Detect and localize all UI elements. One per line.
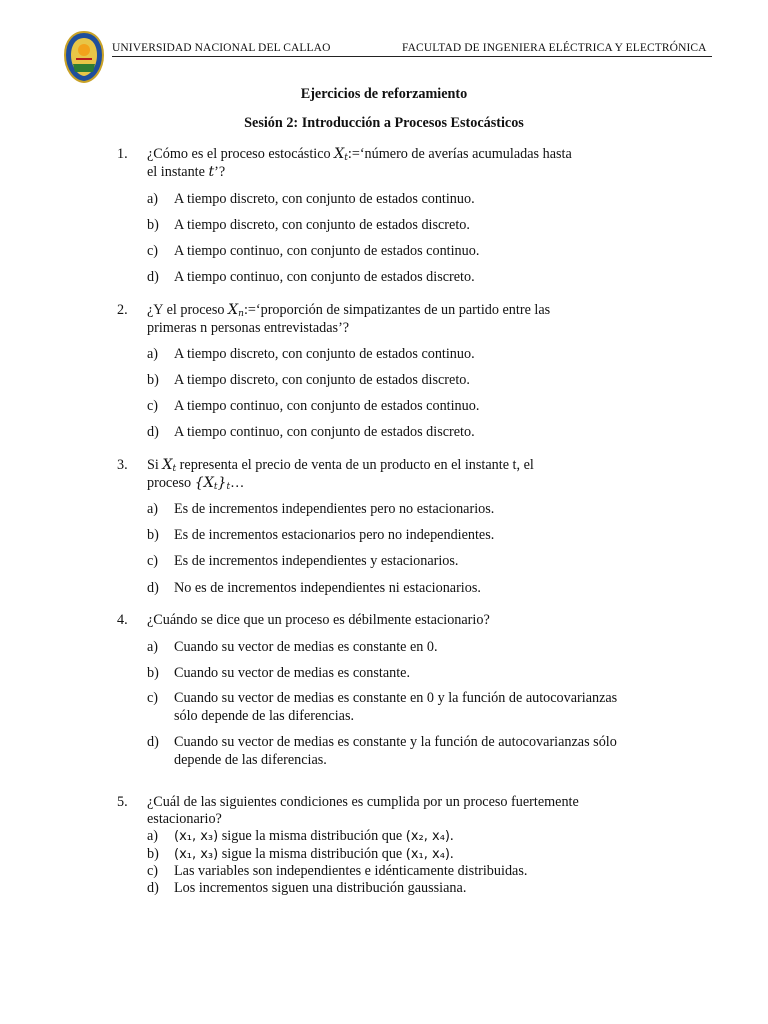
question-5-stem: ¿Cuál de las siguientes condiciones es cumplida por un proceso fuertemente	[147, 794, 579, 810]
option-text: Las variables son independientes e idénticamente distribuidas.	[174, 863, 528, 879]
question-1-stem-cont: el instante t’?	[147, 164, 226, 180]
option-text: Es de incrementos estacionarios pero no independientes.	[174, 527, 495, 543]
option-text: Es de incrementos independientes pero no estacionarios.	[174, 501, 495, 517]
question-3-stem-cont: proceso $\{X_t\}_t\dots$	[147, 475, 245, 492]
question-number: 4.	[117, 612, 128, 628]
option-text: No es de incrementos independientes ni estacionarios.	[174, 580, 481, 596]
header-rule	[112, 56, 712, 57]
question-number: 5.	[117, 794, 128, 810]
option-text: A tiempo discreto, con conjunto de estados continuo.	[174, 346, 475, 362]
header-university: UNIVERSIDAD NACIONAL DEL CALLAO	[112, 42, 331, 54]
option-letter: c)	[147, 690, 159, 706]
option-letter: a)	[147, 639, 159, 655]
option-text: A tiempo continuo, con conjunto de estados continuo.	[174, 243, 480, 259]
option-text: Cuando su vector de medias es constante.	[174, 665, 410, 681]
university-logo	[64, 31, 104, 83]
option-text: A tiempo continuo, con conjunto de estados discreto.	[174, 269, 475, 285]
question-4-stem: ¿Cuándo se dice que un proceso es débilmente estacionario?	[147, 612, 490, 628]
option-text: Los incrementos siguen una distribución gaussiana.	[174, 880, 467, 896]
option-letter: a)	[147, 346, 159, 362]
question-2-stem: ¿Y el proceso $X_n:=‘proporción$ de simpatizantes de un partido entre las	[147, 302, 551, 319]
option-letter: b)	[147, 665, 159, 681]
question-number: 3.	[117, 457, 128, 473]
option-letter: c)	[147, 243, 159, 259]
header-faculty: FACULTAD DE INGENIERA ELÉCTRICA Y ELECTRÓNICA	[402, 42, 707, 54]
option-letter: d)	[147, 880, 159, 896]
question-3-stem: Si $X_t$ representa el precio de venta de un producto en el instante t, el	[147, 457, 534, 474]
option-text: Es de incrementos independientes y estacionarios.	[174, 553, 459, 569]
option-letter: d)	[147, 424, 159, 440]
option-text: (x₁, x₃) sigue la misma distribución que (x₂, x₄).	[174, 828, 454, 844]
option-letter: d)	[147, 734, 159, 750]
option-text-cont: depende de las diferencias.	[174, 752, 327, 768]
option-text-cont: sólo depende de las diferencias.	[174, 708, 355, 724]
option-letter: a)	[147, 191, 159, 207]
page-subtitle: Sesión 2: Introducción a Procesos Estocásticos	[244, 115, 524, 131]
option-letter: d)	[147, 269, 159, 285]
option-text: Cuando su vector de medias es constante en 0.	[174, 639, 438, 655]
option-letter: d)	[147, 580, 159, 596]
option-text: A tiempo continuo, con conjunto de estados discreto.	[174, 424, 475, 440]
option-text: Cuando su vector de medias es constante y la función de autocovarianzas sólo	[174, 734, 617, 750]
option-letter: c)	[147, 553, 159, 569]
question-number: 2.	[117, 302, 128, 318]
question-2-stem-cont: primeras n personas entrevistadas’?	[147, 320, 350, 336]
option-letter: b)	[147, 372, 159, 388]
option-text: A tiempo continuo, con conjunto de estados continuo.	[174, 398, 480, 414]
option-letter: a)	[147, 501, 159, 517]
option-letter: a)	[147, 828, 159, 844]
option-text: A tiempo discreto, con conjunto de estados continuo.	[174, 191, 475, 207]
option-text: Cuando su vector de medias es constante en 0 y la función de autocovarianzas	[174, 690, 618, 706]
question-5-stem-cont: estacionario?	[147, 811, 222, 827]
question-number: 1.	[117, 146, 128, 162]
option-letter: b)	[147, 527, 159, 543]
option-text: A tiempo discreto, con conjunto de estados discreto.	[174, 372, 470, 388]
option-text: (x₁, x₃) sigue la misma distribución que (x₁, x₄).	[174, 846, 454, 862]
page-title: Ejercicios de reforzamiento	[300, 86, 468, 102]
option-letter: b)	[147, 217, 159, 233]
option-text: A tiempo discreto, con conjunto de estados discreto.	[174, 217, 470, 233]
question-1-stem: ¿Cómo es el proceso estocástico $X_t:=‘número$ de averías acumuladas hasta	[147, 146, 572, 163]
option-letter: c)	[147, 863, 159, 879]
option-letter: c)	[147, 398, 159, 414]
option-letter: b)	[147, 846, 159, 862]
